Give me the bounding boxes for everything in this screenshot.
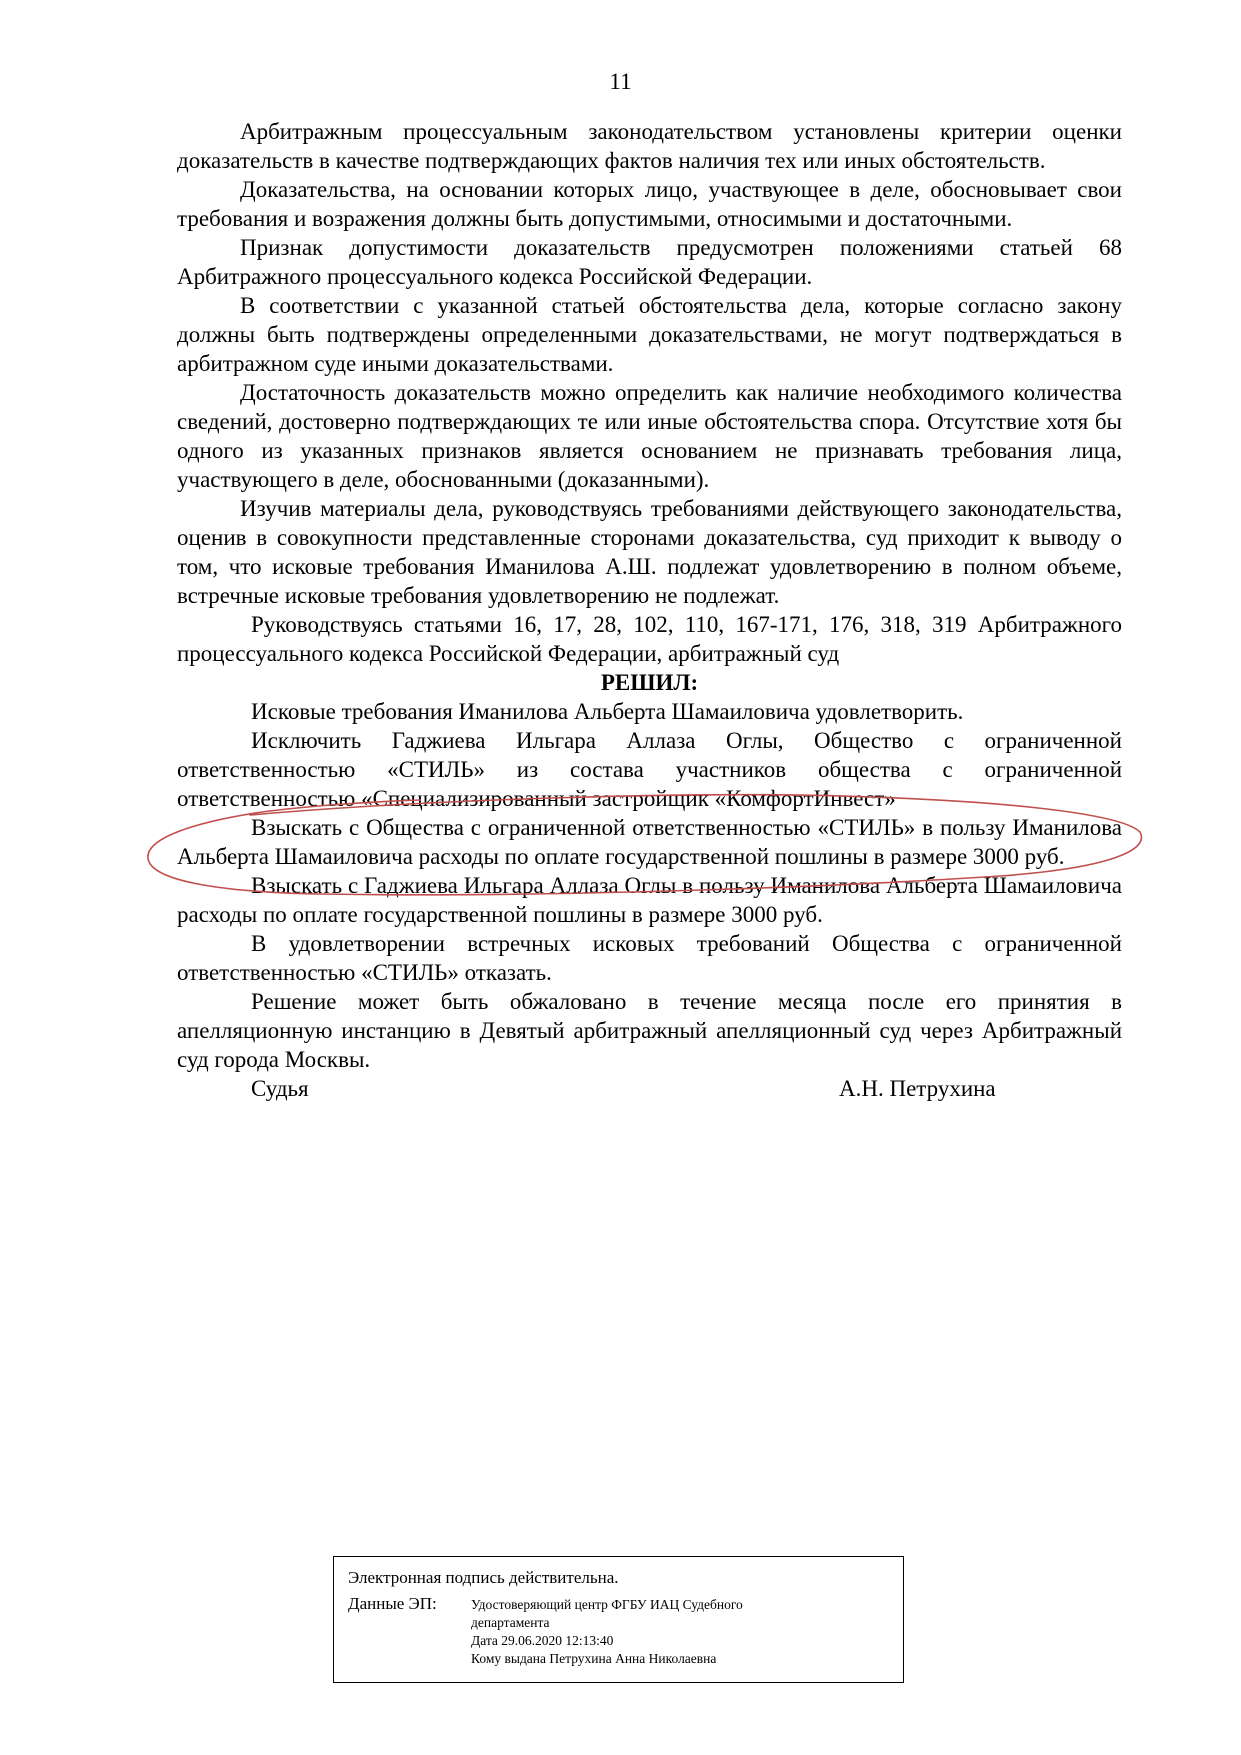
paragraph: Признак допустимости доказательств предусмотрен положениями статьей 68 Арбитражного процессуального кодекса Российской Федерации. [177, 235, 1122, 289]
decision-item: Взыскать с Гаджиева Ильгара Аллаза Оглы в пользу Иманилова Альберта Шамаиловича расходы по оплате государственной пошлины в размере 3000 руб. [177, 873, 1122, 927]
esign-title: Электронная подпись действительна. [348, 1568, 619, 1587]
paragraph: Руководствуясь статьями 16, 17, 28, 102, 110, 167-171, 176, 318, 319 Арбитражного процессуального кодекса Российской Федерации, арбитражный суд [177, 612, 1122, 666]
esign-details [471, 1596, 891, 1668]
signature-role: Судья [251, 1076, 309, 1101]
signature-name: А.Н. Петрухина [839, 1076, 996, 1101]
paragraph: Арбитражным процессуальным законодательством установлены критерии оценки доказательств в качестве подтверждающих фактов наличия тех или иных обстоятельств. [177, 119, 1122, 173]
paragraph: Доказательства, на основании которых лицо, участвующее в деле, обосновывает свои требования и возражения должны быть допустимыми, относимыми и достаточными. [177, 177, 1122, 231]
esign-issuer-cont: департамента [471, 1615, 550, 1630]
esign-label: Данные ЭП: [348, 1594, 437, 1613]
esign-issued-to: Кому выдана Петрухина Анна Николаевна [471, 1651, 717, 1666]
decision-item-circled: Исключить Гаджиева Ильгара Аллаза Оглы, Общество с ограниченной ответственностью «СТИЛЬ» из состава участников общества с ограниченной ответственностью «Специализированный застройщик «КомфортИнвест» [177, 728, 1122, 811]
decision-item: Взыскать с Общества с ограниченной ответственностью «СТИЛЬ» в пользу Иманилова Альберта Шамаиловича расходы по оплате государственной пошлины в размере 3000 руб. [177, 815, 1122, 869]
page-number: 11 [609, 69, 632, 94]
decision-item: В удовлетворении встречных исковых требований Общества с ограниченной ответственностью «СТИЛЬ» отказать. [177, 931, 1122, 985]
paragraph: Достаточность доказательств можно определить как наличие необходимого количества сведений, достоверно подтверждающих те или иные обстоятельства спора. Отсутствие хотя бы одного из указанных признаков является основанием не признавать требования лица, участвующего в деле, обоснованными (доказанными). [177, 380, 1122, 492]
signature-row [177, 1074, 1122, 1103]
esign-date: Дата 29.06.2020 12:13:40 [471, 1633, 614, 1648]
electronic-signature-box [333, 1556, 904, 1683]
decision-item: Решение может быть обжаловано в течение месяца после его принятия в апелляционную инстанцию в Девятый арбитражный апелляционный суд через Арбитражный суд города Москвы. [177, 989, 1122, 1072]
paragraph: Изучив материалы дела, руководствуясь требованиями действующего законодательства, оценив в совокупности представленные сторонами доказательства, суд приходит к выводу о том, что исковые требования Иманилова А.Ш. подлежат удовлетворению в полном объеме, встречные исковые требования удовлетворению не подлежат. [177, 496, 1122, 608]
esign-issuer: Удостоверяющий центр ФГБУ ИАЦ Судебного [471, 1597, 743, 1612]
decision-heading: РЕШИЛ: [600, 670, 699, 695]
document-body [177, 117, 1122, 1103]
paragraph: В соответствии с указанной статьей обстоятельства дела, которые согласно закону должны быть подтверждены определенными доказательствами, не могут подтверждаться в арбитражном суде иными доказательствами. [177, 293, 1122, 376]
decision-item: Исковые требования Иманилова Альберта Шамаиловича удовлетворить. [251, 699, 964, 724]
